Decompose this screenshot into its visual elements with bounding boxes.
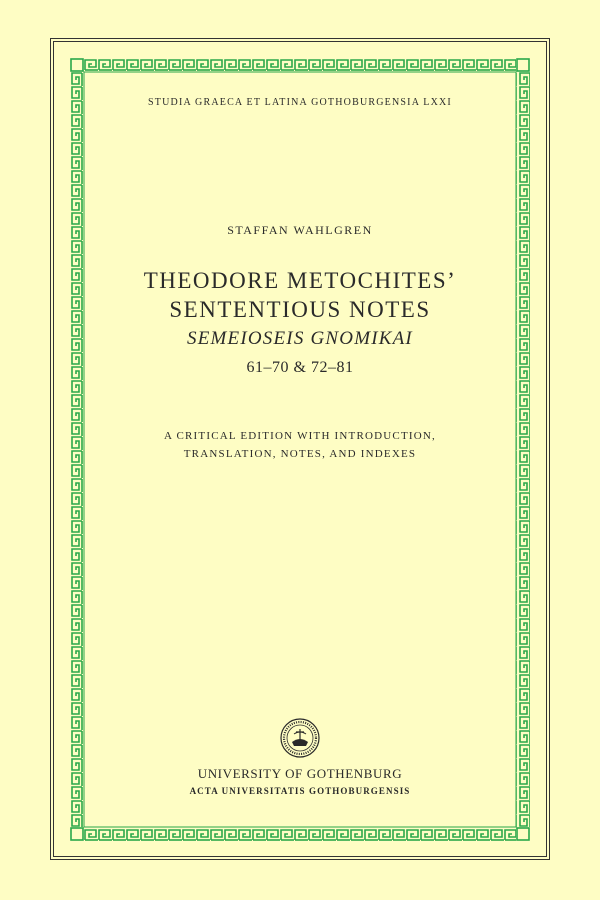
- university-seal-icon: [280, 718, 320, 758]
- description-line1: A CRITICAL EDITION WITH INTRODUCTION,: [163, 430, 436, 442]
- imprint-name: ACTA UNIVERSITATIS GOTHOBURGENSIS: [189, 786, 411, 796]
- author-name: STAFFAN WAHLGREN: [227, 223, 373, 237]
- book-subtitle: SEMEIOSEIS GNOMIKAI: [187, 328, 413, 349]
- series-title: STUDIA GRAECA ET LATINA GOTHOBURGENSIA LXXI: [148, 97, 452, 108]
- description-line2: TRANSLATION, NOTES, AND INDEXES: [183, 448, 417, 460]
- book-title-line1: THEODORE METOCHITES’: [143, 268, 457, 293]
- chapter-range: 61–70 & 72–81: [246, 359, 354, 376]
- book-title-line2: SENTENTIOUS NOTES: [169, 297, 431, 322]
- publisher-name: UNIVERSITY OF GOTHENBURG: [197, 766, 403, 781]
